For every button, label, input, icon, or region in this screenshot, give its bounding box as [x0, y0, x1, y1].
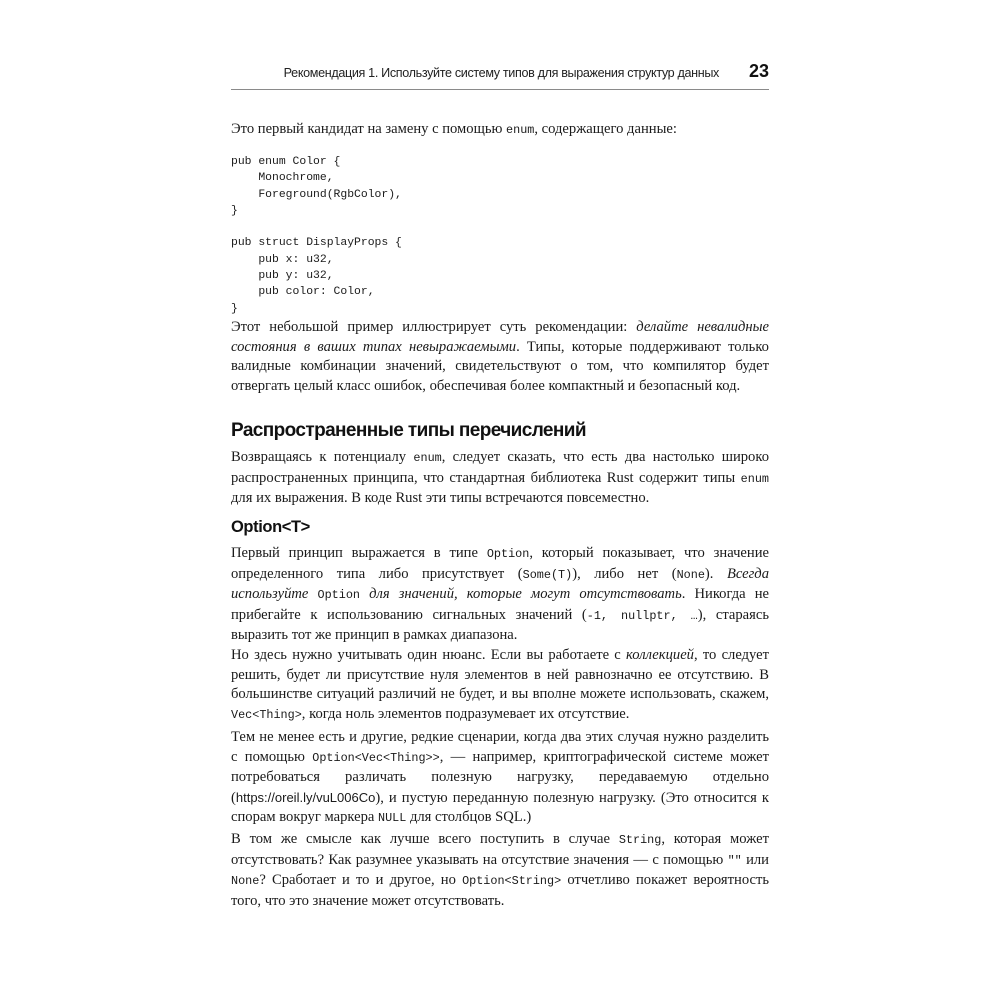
reference-link[interactable]: https://oreil.ly/vuL006Co	[235, 789, 376, 805]
para-text: для столбцов SQL.)	[406, 809, 532, 825]
para-emphasis: для значений, которые могут отсутствовать	[359, 586, 682, 602]
inline-code: ""	[727, 853, 742, 868]
intro-tail: , содержащего данные:	[534, 121, 677, 137]
inline-code: Option<Vec<Thing>>	[312, 750, 440, 765]
inline-code: String	[618, 833, 662, 847]
intro-paragraph	[231, 120, 769, 141]
para-text: Тем не менее есть и другие, редкие сценарии, когда два этих случая нужно разделить с помощью	[231, 729, 769, 765]
code-listing	[231, 154, 769, 317]
section-title: Распространенные типы перечислений	[231, 420, 586, 441]
para-text: ).	[704, 565, 727, 582]
para-text: , то следует решить, будет ли присутствие нуля элементов в ней равнозначно ее отсутствию. В большинстве ситуаций различий не будет, и вы вполне можете использовать, скажем,	[231, 647, 769, 702]
para-emphasis: коллекцией	[626, 647, 694, 663]
subsection-title: Option<T>	[231, 518, 310, 536]
para-text: . Типы, которые поддерживают только валидные комбинации значений, свидетельствуют о том, что компилятор будет отвергать целый класс ошибок, обеспечивая более компактный и безопасный код.	[231, 338, 769, 394]
inline-code: None	[231, 874, 260, 888]
para-text: . Никогда не прибегайте к использованию сигнальных значений (	[231, 586, 770, 623]
inline-code: -1, nullptr, …	[586, 608, 698, 623]
inline-code: Option	[317, 588, 360, 602]
paragraph-1	[231, 318, 769, 396]
para-text: или	[741, 851, 769, 868]
option-paragraph-3	[231, 728, 769, 829]
inline-code: NULL	[378, 811, 407, 825]
para-text: Но здесь нужно учитывать один нюанс. Если вы работаете с	[231, 647, 626, 663]
para-text: Первый принцип выражается в типе	[231, 545, 487, 561]
code-block: pub enum Color { Monochrome, Foreground(RgbColor), } pub struct DisplayProps { pub x: u32, pub y: u32, pub color: Color, }	[231, 156, 402, 315]
option-paragraph-2	[231, 646, 769, 725]
inline-code: enum	[740, 471, 769, 486]
inline-code: Option<String>	[462, 874, 562, 888]
para-text: В том же смысле как лучше всего поступить в случае	[231, 831, 619, 847]
page-header	[231, 60, 769, 90]
intro-text: Это первый кандидат на замену с помощью	[231, 121, 507, 137]
para-text: Возвращаясь к потенциалу	[231, 449, 414, 465]
subsection-heading	[231, 518, 769, 537]
inline-code: Option	[486, 547, 530, 561]
inline-code: Vec<Thing>	[231, 707, 302, 722]
page-number: 23	[748, 61, 769, 81]
para-text: , следует сказать, что есть два настолько широко распространенных принципа, что стандартная библиотека Rust содержит типы	[231, 449, 769, 486]
para-text: для их выражения. В коде Rust эти типы встречаются повсеместно.	[231, 490, 650, 506]
inline-code: Some(T)	[522, 567, 573, 582]
section-heading	[231, 420, 769, 442]
para-text: ), и пустую переданную полезную нагрузку. (Это относится к спорам вокруг маркера	[231, 789, 769, 825]
para-text: , который показывает, что значение определенного типа либо присутствует (	[231, 545, 769, 582]
running-head: Рекомендация 1. Используйте систему типов для выражения структур данных	[283, 66, 719, 80]
para-text: , когда ноль элементов подразумевает их отсутствие.	[301, 705, 630, 722]
inline-code: None	[676, 567, 705, 582]
para-text: Этот небольшой пример иллюстрирует суть рекомендации:	[231, 319, 637, 335]
para-emphasis: делайте невалидные состояния в ваших типах невыражаемыми	[231, 319, 769, 355]
inline-code: enum	[506, 123, 535, 137]
para-text: отчетливо покажет вероятность того, что это значение может отсутствовать.	[231, 872, 770, 909]
option-paragraph-4	[231, 830, 769, 911]
option-paragraph-1	[231, 544, 769, 646]
para-text: , которая может отсутствовать? Как разумнее указывать на отсутствие значения — с помощью	[231, 831, 769, 868]
section-paragraph	[231, 448, 769, 509]
para-text: , — например, криптографической системе может потребоваться различать полезную нагрузку, передаваемую отдельно (	[231, 748, 769, 806]
para-emphasis: Всегда используйте	[231, 565, 769, 602]
para-text: ), стараясь выразить тот же принцип в рамках диапазона.	[231, 606, 769, 643]
para-text: ? Сработает и то и другое, но	[259, 872, 463, 888]
inline-code: enum	[413, 451, 442, 465]
para-text: ), либо нет (	[572, 565, 677, 582]
